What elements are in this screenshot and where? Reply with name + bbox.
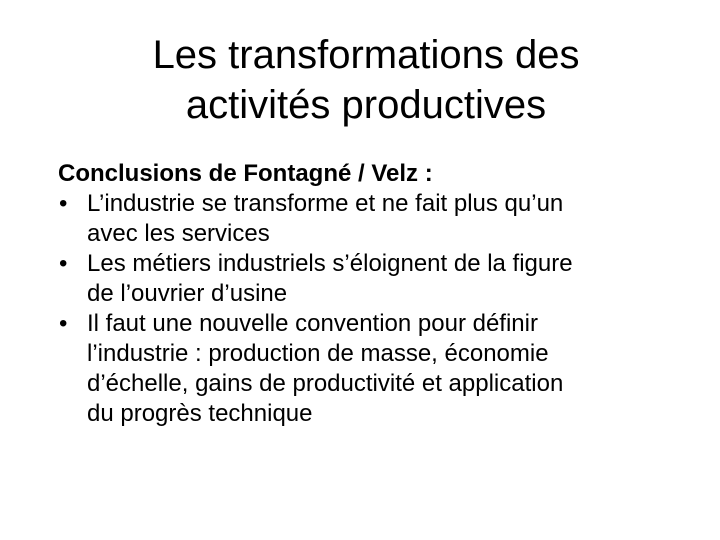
slide-body (58, 159, 698, 429)
slide-title (60, 30, 672, 130)
bullet-text-line: L’industrie se transforme et ne fait plus qu’un (87, 190, 564, 217)
bullet-text-line: avec les services (87, 220, 270, 247)
bullet-list (58, 189, 698, 429)
bullet-item (58, 249, 698, 309)
section-heading: Conclusions de Fontagné / Velz : (58, 160, 433, 187)
bullet-text-line: du progrès technique (87, 400, 313, 427)
bullet-text-line: d’échelle, gains de productivité et application (87, 370, 564, 397)
bullet-text-line: Les métiers industriels s’éloignent de la figure (87, 250, 573, 277)
bullet-icon: • (59, 310, 68, 337)
bullet-icon: • (59, 190, 68, 217)
bullet-text-line: de l’ouvrier d’usine (87, 280, 288, 307)
slide-title-line: activités productives (185, 83, 547, 127)
bullet-text-line: Il faut une nouvelle convention pour définir (87, 310, 538, 337)
bullet-text-line: l’industrie : production de masse, économie (87, 340, 549, 367)
slide-title-line: Les transformations des (152, 33, 580, 77)
bullet-icon: • (59, 250, 68, 277)
bullet-item (58, 189, 698, 249)
bullet-item (58, 309, 698, 429)
